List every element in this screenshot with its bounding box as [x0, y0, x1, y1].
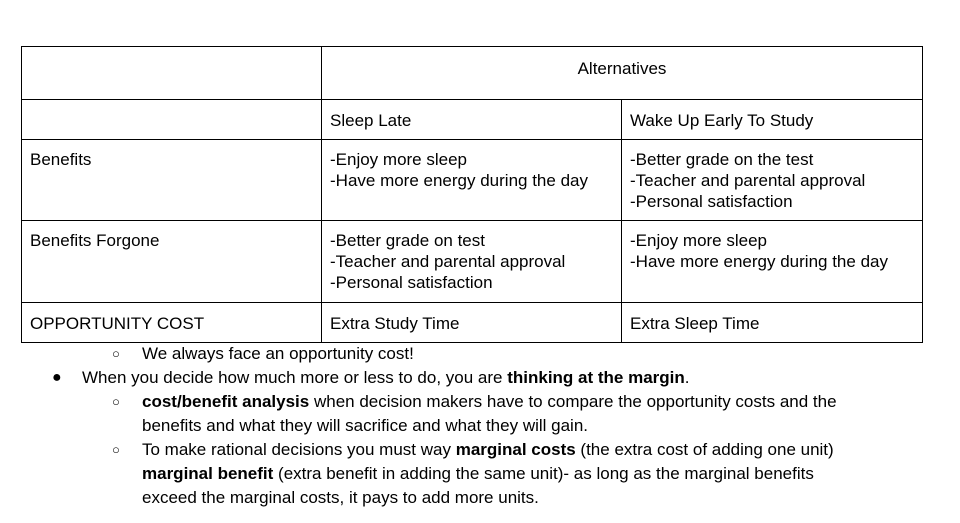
bullet-text: (the extra cost of adding one unit) [575, 440, 834, 459]
table-header-row [22, 47, 923, 100]
alternatives-header: Alternatives [322, 47, 923, 100]
bullet-text: exceed the marginal costs, it pays to add more units. [142, 488, 539, 507]
list-item: -Enjoy more sleep [630, 231, 768, 250]
table-row [22, 221, 923, 303]
hollow-bullet-icon: ○ [112, 442, 120, 457]
filled-bullet-icon: ● [52, 369, 62, 386]
row-label-opportunity-cost: OPPORTUNITY COST [22, 303, 322, 343]
forgone-sleep-late [322, 221, 622, 303]
benefits-wake-early [622, 140, 923, 221]
bullet-text: . [684, 368, 690, 387]
table-alternatives-row [22, 100, 923, 140]
bullet-text: (extra benefit in adding the same unit)- as long as the marginal benefits [273, 464, 814, 483]
table-empty-cell [22, 100, 322, 140]
list-item: -Better grade on test [330, 231, 485, 250]
alternative-sleep-late: Sleep Late [322, 100, 622, 140]
list-item: -Enjoy more sleep [330, 150, 468, 169]
list-item: -Have more energy during the day [330, 171, 588, 190]
bullet-bold-text: marginal costs [455, 440, 576, 459]
alternative-wake-up-early: Wake Up Early To Study [622, 100, 923, 140]
list-item: -Teacher and parental approval [630, 171, 866, 190]
opportunity-cost-wake-early: Extra Sleep Time [622, 303, 923, 343]
bullet-bold-text: thinking at the margin [507, 368, 685, 387]
list-item: -Personal satisfaction [630, 192, 793, 211]
bullet-text: When you decide how much more or less to do, you are [82, 368, 508, 387]
bullet-text: We always face an opportunity cost! [142, 344, 414, 363]
row-label-benefits: Benefits [22, 140, 322, 221]
forgone-wake-early [622, 221, 923, 303]
list-item: -Better grade on the test [630, 150, 814, 169]
bullet-bold-text: marginal benefit [142, 464, 274, 483]
table-row [22, 140, 923, 221]
benefits-sleep-late [322, 140, 622, 221]
list-item: -Have more energy during the day [630, 252, 888, 271]
row-label-benefits-forgone: Benefits Forgone [22, 221, 322, 303]
hollow-bullet-icon: ○ [112, 394, 120, 409]
hollow-bullet-icon: ○ [112, 346, 120, 361]
bullet-text: To make rational decisions you must way [142, 440, 456, 459]
table-corner-cell [22, 47, 322, 100]
bullet-bold-text: cost/benefit analysis [142, 392, 310, 411]
list-item: -Teacher and parental approval [330, 252, 566, 271]
bullet-list [0, 342, 960, 510]
bullet-text: when decision makers have to compare the opportunity costs and the [309, 392, 837, 411]
list-item [0, 390, 960, 438]
table-row [22, 303, 923, 343]
alternatives-table [21, 46, 923, 343]
list-item [0, 438, 960, 510]
list-item [0, 342, 960, 366]
list-item: -Personal satisfaction [330, 273, 493, 292]
opportunity-cost-sleep-late: Extra Study Time [322, 303, 622, 343]
list-item [0, 366, 960, 390]
bullet-text: benefits and what they will sacrifice and what they will gain. [142, 416, 589, 435]
